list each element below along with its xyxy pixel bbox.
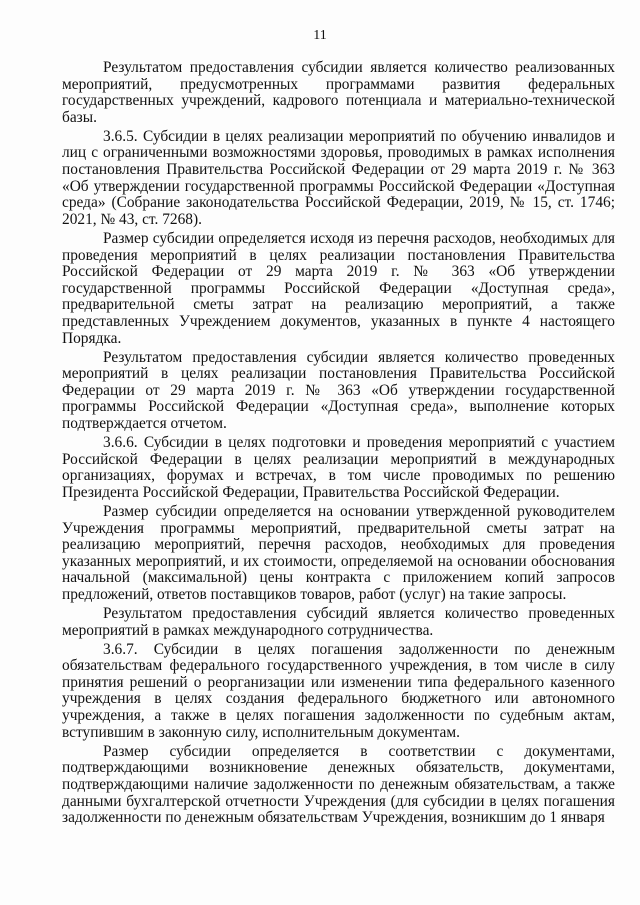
paragraph-subsidy-amount: Размер субсидии определяется в соответствии с документами, подтверждающими возникновение денежных обязательств, документами, подтверждающими наличие задолженности по денежным обязательствам, а также данными бухгалтерской отчетности Учреждения (для субсидии в целях погашения задолженности по денежным обязательствам Учреждения, возникшим до 1 января — [62, 742, 615, 827]
paragraph-subsidy-amount: Размер субсидии определяется на основании утвержденной руководителем Учреждения программы мероприятий, предварительной сметы затрат на реализацию мероприятий, перечня расходов, необходимых для проведения указанных мероприятий, и их стоимости, определяемой на основании обоснования начальной (максимальной) цены контракта с приложением копий запросов предложений, ответов поставщиков товаров, работ (услуг) на такие запросы. — [62, 502, 615, 603]
page-number: 11 — [313, 28, 327, 43]
document-body — [62, 60, 615, 829]
paragraph-subsidy-result: Результатом предоставления субсидии является количество реализованных мероприятий, предусмотренных программами развития федеральных государственных учреждений, кадрового потенциала и материально-технической базы. — [62, 59, 615, 126]
paragraph-3-6-7: 3.6.7. Субсидии в целях погашения задолженности по денежным обязательствам федерального государственного учреждения, в том числе в силу принятия решений о реорганизации или изменении типа федерального казенного учреждения в целях создания федерального бюджетного или автономного учреждения, а также в целях погашения задолженности по судебным актам, вступившим в законную силу, исполнительным документам. — [62, 640, 615, 741]
paragraph-3-6-5: 3.6.5. Субсидии в целях реализации мероприятий по обучению инвалидов и лиц с ограниченными возможностями здоровья, проводимых в рамках исполнения постановления Правительства Российской Федерации от 29 марта 2019 г. № 363 «Об утверждении государственной программы Российской Федерации «Доступная среда» (Собрание законодательства Российской Федерации, 2019, № 15, ст. 1746; 2021, № 43, ст. 7268). — [62, 127, 615, 228]
paragraph-subsidy-result: Результатом предоставления субсидии является количество проведенных мероприятий в целях реализации постановления Правительства Российской Федерации от 29 марта 2019 г. № 363 «Об утверждении государственной программы Российской Федерации «Доступная среда», выполнение которых подтверждается отчетом. — [62, 348, 615, 432]
paragraph-3-6-6: 3.6.6. Субсидии в целях подготовки и проведения мероприятий с участием Российской Федерации в целях реализации мероприятий в международных организациях, форумах и встречах, в том числе проводимых по решению Президента Российской Федерации, Правительства Российской Федерации. — [62, 434, 615, 501]
paragraph-subsidy-result: Результатом предоставления субсидий является количество проведенных мероприятий в рамках международного сотрудничества. — [62, 605, 615, 639]
paragraph-subsidy-amount: Размер субсидии определяется исходя из перечня расходов, необходимых для проведения мероприятий в целях реализации постановления Правительства Российской Федерации от 29 марта 2019 г. № 363 «Об утверждении государственной программы Российской Федерации «Доступная среда», предварительной сметы затрат на реализацию мероприятий, а также представленных Учреждением документов, указанных в пункте 4 настоящего Порядка. — [62, 229, 615, 347]
